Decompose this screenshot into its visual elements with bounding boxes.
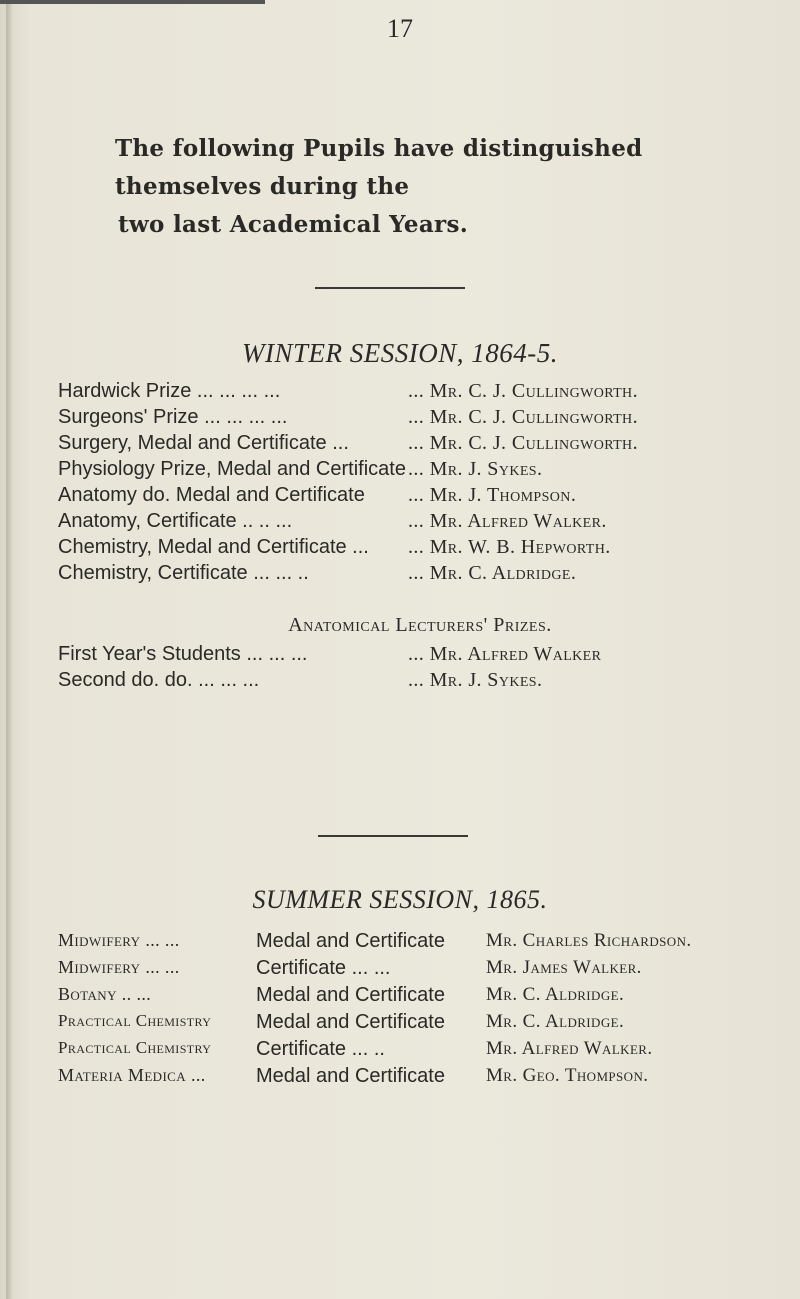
anatomical-row bbox=[58, 643, 778, 669]
award-type: Certificate ... .. bbox=[256, 1038, 385, 1060]
prize-name: First Year's Students ... ... ... bbox=[58, 643, 308, 665]
award-type: Medal and Certificate bbox=[256, 930, 445, 952]
summer-row bbox=[58, 984, 798, 1010]
award-type: Medal and Certificate bbox=[256, 1011, 445, 1033]
subject-name: Materia Medica ... bbox=[58, 1065, 206, 1085]
recipient-name: Mr. James Walker. bbox=[486, 957, 642, 978]
book-spine-shadow bbox=[6, 0, 12, 1299]
winter-row bbox=[58, 510, 778, 536]
summer-row bbox=[58, 1038, 798, 1064]
winter-row bbox=[58, 536, 778, 562]
prize-name: Anatomy, Certificate .. .. ... bbox=[58, 510, 293, 532]
prize-name: Surgeons' Prize ... ... ... ... bbox=[58, 406, 288, 428]
recipient-name: ... Mr. J. Sykes. bbox=[408, 669, 543, 691]
prize-name: Physiology Prize, Medal and Certificate bbox=[58, 458, 406, 480]
prize-name: Second do. do. ... ... ... bbox=[58, 669, 260, 691]
heading-divider bbox=[315, 287, 465, 289]
recipient-name: Mr. C. Aldridge. bbox=[486, 984, 625, 1005]
subject-name: Botany .. ... bbox=[58, 984, 152, 1004]
page-heading bbox=[115, 130, 745, 244]
recipient-name: ... Mr. W. B. Hepworth. bbox=[408, 536, 611, 558]
anatomical-prizes-title: Anatomical Lecturers' Prizes. bbox=[288, 614, 552, 636]
subject-name: Midwifery ... ... bbox=[58, 930, 180, 950]
recipient-name: ... Mr. C. J. Cullingworth. bbox=[408, 406, 638, 428]
winter-row bbox=[58, 380, 778, 406]
winter-row bbox=[58, 562, 778, 588]
prize-name: Surgery, Medal and Certificate ... bbox=[58, 432, 349, 454]
winter-row bbox=[58, 406, 778, 432]
recipient-name: ... Mr. J. Thompson. bbox=[408, 484, 577, 506]
summer-row bbox=[58, 957, 798, 983]
session-divider bbox=[318, 835, 468, 837]
subject-name: Practical Chemistry bbox=[58, 1038, 212, 1057]
winter-row bbox=[58, 458, 778, 484]
heading-line-1: The following Pupils have distinguished themselves during the bbox=[115, 135, 643, 200]
summer-row bbox=[58, 930, 798, 956]
recipient-name: ... Mr. C. J. Cullingworth. bbox=[408, 380, 638, 402]
winter-session-title: WINTER SESSION, 1864-5. bbox=[242, 338, 558, 368]
subject-name: Midwifery ... ... bbox=[58, 957, 180, 977]
anatomical-row bbox=[58, 669, 778, 695]
subject-name: Practical Chemistry bbox=[58, 1011, 212, 1030]
recipient-name: ... Mr. Alfred Walker. bbox=[408, 510, 607, 532]
prize-name: Chemistry, Medal and Certificate ... bbox=[58, 536, 369, 558]
prize-name: Chemistry, Certificate ... ... .. bbox=[58, 562, 309, 584]
award-type: Medal and Certificate bbox=[256, 984, 445, 1006]
recipient-name: ... Mr. Alfred Walker bbox=[408, 643, 602, 665]
prize-name: Anatomy do. Medal and Certificate bbox=[58, 484, 365, 506]
recipient-name: Mr. Geo. Thompson. bbox=[486, 1065, 649, 1086]
winter-row bbox=[58, 432, 778, 458]
winter-row bbox=[58, 484, 778, 510]
summer-row bbox=[58, 1065, 798, 1091]
prize-name: Hardwick Prize ... ... ... ... bbox=[58, 380, 281, 402]
recipient-name: Mr. Alfred Walker. bbox=[486, 1038, 653, 1059]
recipient-name: Mr. Charles Richardson. bbox=[486, 930, 692, 951]
recipient-name: ... Mr. C. J. Cullingworth. bbox=[408, 432, 638, 454]
recipient-name: ... Mr. J. Sykes. bbox=[408, 458, 543, 480]
award-type: Medal and Certificate bbox=[256, 1065, 445, 1087]
award-type: Certificate ... ... bbox=[256, 957, 391, 979]
page-number: 17 bbox=[387, 14, 413, 43]
summer-session-title: SUMMER SESSION, 1865. bbox=[252, 885, 548, 914]
recipient-name: Mr. C. Aldridge. bbox=[486, 1011, 625, 1032]
top-edge-rule bbox=[0, 0, 265, 4]
summer-row bbox=[58, 1011, 798, 1037]
recipient-name: ... Mr. C. Aldridge. bbox=[408, 562, 577, 584]
heading-line-2: two last Academical Years. bbox=[118, 211, 469, 238]
